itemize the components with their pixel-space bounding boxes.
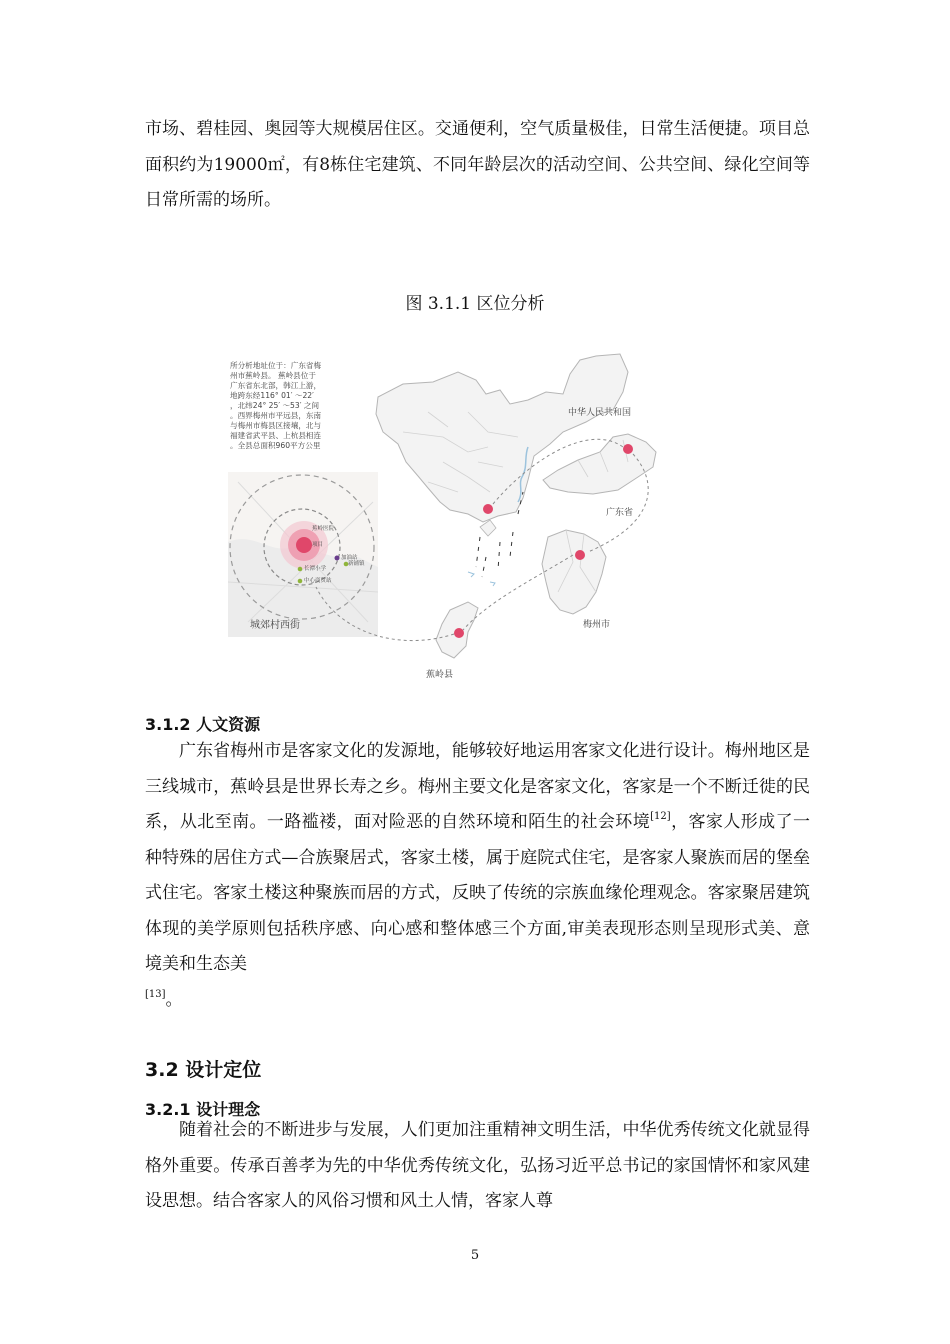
meizhou-label: 梅州市 bbox=[583, 620, 611, 630]
description-line: 州市蕉岭县。 蕉岭县位于 bbox=[230, 371, 316, 380]
poi-dot bbox=[298, 567, 303, 572]
concept-paragraph: 随着社会的不断进步与发展，人们更加注重精神文明生活，中华优秀传统文化就显得格外重要。传承百善孝为先的中华优秀传统文化，弘扬习近平总书记的家国情怀和家风建设思想。结合客家人的风俗习惯和风土人情，客家人尊 bbox=[145, 1120, 810, 1211]
location-analysis-figure bbox=[228, 352, 698, 682]
citation-12: [12] bbox=[650, 811, 671, 822]
site-label: 项目 bbox=[312, 542, 324, 548]
site-label: 蕉岭医院 bbox=[312, 526, 335, 532]
poi-dot bbox=[344, 562, 349, 567]
site-label: 加油站 bbox=[341, 555, 358, 561]
intro-paragraph: 市场、碧桂园、奥园等大规模居住区。交通便利，空气质量极佳，日常生活便捷。项目总面积约为19000㎡，有8栋住宅建筑、不同年龄层次的活动空间、公共空间、绿化空间等日常所需的场所。 bbox=[145, 119, 810, 210]
description-line: 福建省武平县、上杭县相连 bbox=[230, 431, 322, 440]
china-location-marker bbox=[483, 504, 493, 514]
description-line: 所分析地址位于：广东省梅 bbox=[230, 361, 322, 370]
jiaoling-location-marker bbox=[454, 628, 464, 638]
poi-dot bbox=[335, 556, 340, 561]
poi-dot bbox=[298, 579, 303, 584]
jiaoling-map bbox=[426, 602, 478, 680]
site-label: 中心商贸站 bbox=[304, 578, 332, 584]
meizhou-location-marker bbox=[575, 550, 585, 560]
guangdong-map bbox=[543, 434, 656, 518]
culture-text-end: 。 bbox=[165, 989, 183, 1010]
guangdong-outline bbox=[543, 434, 656, 494]
china-label: 中华人民共和国 bbox=[568, 408, 632, 418]
culture-text-a: 广东省梅州市是客家文化的发源地，能够较好地运用客家文化进行设计。梅州地区是三线城市，蕉岭县是世界长寿之乡。梅州主要文化是客家文化，客家是一个不断迁徙的民系，从北至南。一路褴褛，面对险恶的自然环境和陌生的社会环境 bbox=[145, 741, 810, 832]
guangdong-label: 广东省 bbox=[606, 508, 634, 518]
site-label: 新铺镇 bbox=[348, 561, 365, 567]
page-number: 5 bbox=[470, 1248, 480, 1263]
guangdong-location-marker bbox=[623, 444, 633, 454]
jiaoling-label: 蕉岭县 bbox=[426, 670, 454, 680]
description-line: 广东省东北部，韩江上游， bbox=[230, 381, 322, 390]
islands bbox=[468, 572, 495, 586]
description-line: 。全县总面积960平方公里 bbox=[230, 441, 321, 450]
description-line: 地跨东经116° 01′ ～22′ bbox=[230, 391, 314, 400]
street-label: 城郊村西街 bbox=[250, 620, 300, 631]
description-line: ，北纬24° 25′ ～53′ 之间 bbox=[230, 401, 320, 410]
china-outline bbox=[376, 354, 628, 522]
project-marker bbox=[296, 537, 312, 553]
location-map bbox=[228, 352, 698, 682]
citation-13: [13] bbox=[145, 988, 166, 1000]
meizhou-map bbox=[542, 530, 610, 630]
description-line: 与梅州市梅县区接壤，北与 bbox=[230, 421, 322, 430]
meizhou-outline bbox=[542, 530, 606, 614]
site-label: 长潭小学 bbox=[304, 566, 327, 572]
culture-text-b: ，客家人形成了一种特殊的居住方式—合族聚居式，客家土楼，属于庭院式住宅，是客家人聚族而居的堡垒式住宅。客家土楼这种聚族而居的方式，反映了传统的宗族血缘伦理观念。客家聚居建筑体现的美学原则包括秩序感、向心感和整体感三个方面,审美表现形态则呈现形式美、意境美和生态美 bbox=[145, 812, 811, 974]
culture-paragraph bbox=[145, 734, 810, 1018]
site-map bbox=[228, 472, 378, 637]
heading-3-2-1: 3.2.1 设计理念 bbox=[145, 1100, 261, 1119]
description-line: 。西界梅州市平远县，东南 bbox=[230, 411, 322, 420]
figure-caption: 图 3.1.1 区位分析 bbox=[405, 294, 545, 314]
figure-description bbox=[230, 360, 322, 450]
hainan bbox=[480, 520, 496, 536]
heading-3-2: 3.2 设计定位 bbox=[145, 1059, 262, 1081]
heading-3-1-2: 3.1.2 人文资源 bbox=[145, 715, 261, 734]
